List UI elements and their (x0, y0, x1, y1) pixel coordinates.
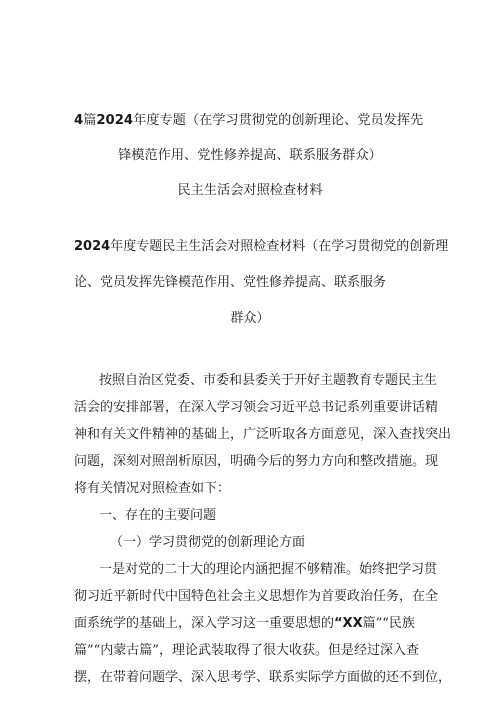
body-p2-line-5: 摆，在带着问题学、深入思考学、联系实际学方面做的还不到位， (74, 670, 452, 685)
doc-title-text-a: 篇 (83, 113, 97, 128)
body-p2-line-3 (74, 615, 415, 633)
doc-subtitle-text: 年度专题民主生活会对照检查材料（在学习贯彻党的创新理 (110, 239, 449, 254)
doc-title-text-b: 年度专题（在学习贯彻党的创新理论、党员发挥先 (133, 113, 424, 128)
doc-subtitle-year: 2024 (74, 239, 111, 254)
body-p2-line-3-c: 篇”“民族 (362, 616, 415, 631)
doc-title-line-2: 锋模范作用、党性修养提高、联系服务群众） (118, 148, 382, 163)
doc-subtitle-line-3: 群众） (230, 311, 270, 326)
doc-title-line-1 (74, 112, 423, 130)
body-p2-line-2: 彻习近平新时代中国特色社会主义思想作为首要政治任务，在全 (74, 589, 439, 604)
doc-title-number: 4 (74, 113, 84, 128)
body-p1-line-1: 按照自治区党委、市委和县委关于开好主题教育专题民主生 (99, 373, 438, 388)
section-heading-1-1: （一）学习贯彻党的创新理论方面 (110, 535, 306, 550)
doc-title-line-3: 民主生活会对照检查材料 (177, 183, 323, 198)
doc-title-year: 2024 (96, 113, 134, 128)
body-p1-line-3: 神和有关文件精神的基础上，广泛听取各方面意见，深入查找突出 (74, 427, 452, 442)
body-p2-line-1: 一是对党的二十大的理论内涵把握不够精准。始终把学习贯 (99, 562, 438, 577)
body-p1-line-2: 活会的安排部署，在深入学习领会习近平总书记系列重要讲话精 (74, 400, 439, 415)
body-p1-line-5: 将有关情况对照检查如下： (74, 481, 231, 496)
body-p2-line-4: 篇”“内蒙古篇”，理论武装取得了很大收获。但是经过深入查 (74, 643, 419, 658)
doc-subtitle-line-2: 论、党员发挥先锋模范作用、党性修养提高、联系服务 (74, 275, 387, 290)
doc-subtitle-line-1 (74, 238, 448, 256)
section-heading-1: 一、存在的主要问题 (99, 508, 217, 523)
body-p2-line-3-b: “XX (334, 616, 363, 631)
body-p1-line-4: 问题，深刻对照剖析原因，明确今后的努力方向和整改措施。现 (74, 454, 439, 469)
body-p2-line-3-a: 面系统学的基础上，深入学习这一重要思想的 (74, 616, 335, 631)
